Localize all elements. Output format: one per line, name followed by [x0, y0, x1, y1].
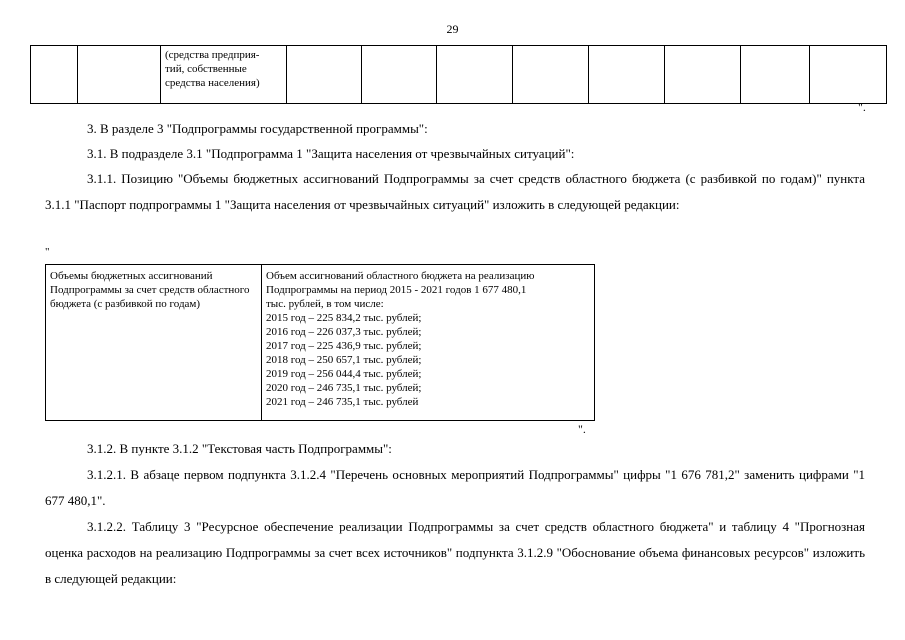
paragraph-subsection-3-1: 3.1. В подразделе 3.1 "Подпрограмма 1 "Защита населения от чрезвычайных ситуаций": — [87, 146, 575, 161]
continuation-table — [30, 45, 887, 104]
table-cell — [362, 46, 437, 104]
table-cell — [513, 46, 589, 104]
table-cell — [589, 46, 665, 104]
table-cell-funding-source — [161, 46, 287, 104]
table-cell — [810, 46, 887, 104]
box-line-2015: 2015 год – 225 834,2 тыс. рублей; — [266, 312, 422, 324]
paragraph-item-3-1-2-1: 3.1.2.1. В абзаце первом подпункта 3.1.2.4 "Перечень основных мероприятий Подпрограммы" цифры "1 676 781,2" заменить цифрами "1 677 480,1". — [45, 467, 865, 508]
paragraph-section-3: 3. В разделе 3 "Подпрограммы государственной программы": — [87, 121, 428, 136]
box-close-quote: ". — [578, 422, 586, 436]
box-values — [262, 265, 594, 420]
box-label: Объемы бюджетных ассигнований Подпрограммы за счет средств областного бюджета (с разбивкой по годам) — [46, 265, 262, 420]
box-line-2018: 2018 год – 250 657,1 тыс. рублей; — [266, 354, 422, 366]
cell-line: (средства предприя- — [165, 49, 260, 61]
table-cell — [287, 46, 362, 104]
budget-allocation-box — [45, 264, 595, 421]
box-line-2016: 2016 год – 226 037,3 тыс. рублей; — [266, 326, 422, 338]
box-open-quote: " — [45, 246, 50, 258]
box-line: Объем ассигнований областного бюджета на реализацию — [266, 270, 535, 282]
cell-line: тий, собственные — [165, 63, 247, 75]
table-cell — [31, 46, 78, 104]
box-line-2020: 2020 год – 246 735,1 тыс. рублей; — [266, 382, 422, 394]
paragraph-item-3-1-2-2: 3.1.2.2. Таблицу 3 "Ресурсное обеспечение реализации Подпрограммы за счет средств областного бюджета" и таблицу 4 "Прогнозная оценка расходов на реализацию Подпрограммы за счет всех источников" подпункта 3.1.2.9 "Обоснование объема финансовых ресурсов" изложить в следующей редакции: — [45, 519, 865, 586]
table-cell — [78, 46, 161, 104]
box-line-2021: 2021 год – 246 735,1 тыс. рублей — [266, 396, 419, 408]
table-cell — [437, 46, 513, 104]
box-line: тыс. рублей, в том числе: — [266, 298, 384, 310]
box-line: Подпрограммы на период 2015 - 2021 годов 1 677 480,1 — [266, 284, 527, 296]
page-number: 29 — [446, 22, 459, 36]
table-row — [31, 46, 887, 104]
table-cell — [741, 46, 810, 104]
paragraph-item-3-1-1: 3.1.1. Позицию "Объемы бюджетных ассигнований Подпрограммы за счет средств областного бюджета (с разбивкой по годам)" пункта 3.1.1 "Паспорт подпрограммы 1 "Защита населения от чрезвычайных ситуаций" изложить в следующей редакции: — [45, 171, 865, 212]
table-close-quote: ". — [858, 100, 866, 114]
box-line-2017: 2017 год – 225 436,9 тыс. рублей; — [266, 340, 422, 352]
cell-line: средства населения) — [165, 77, 260, 89]
box-line-2019: 2019 год – 256 044,4 тыс. рублей; — [266, 368, 422, 380]
table-cell — [665, 46, 741, 104]
paragraph-item-3-1-2: 3.1.2. В пункте 3.1.2 "Текстовая часть Подпрограммы": — [87, 441, 392, 456]
